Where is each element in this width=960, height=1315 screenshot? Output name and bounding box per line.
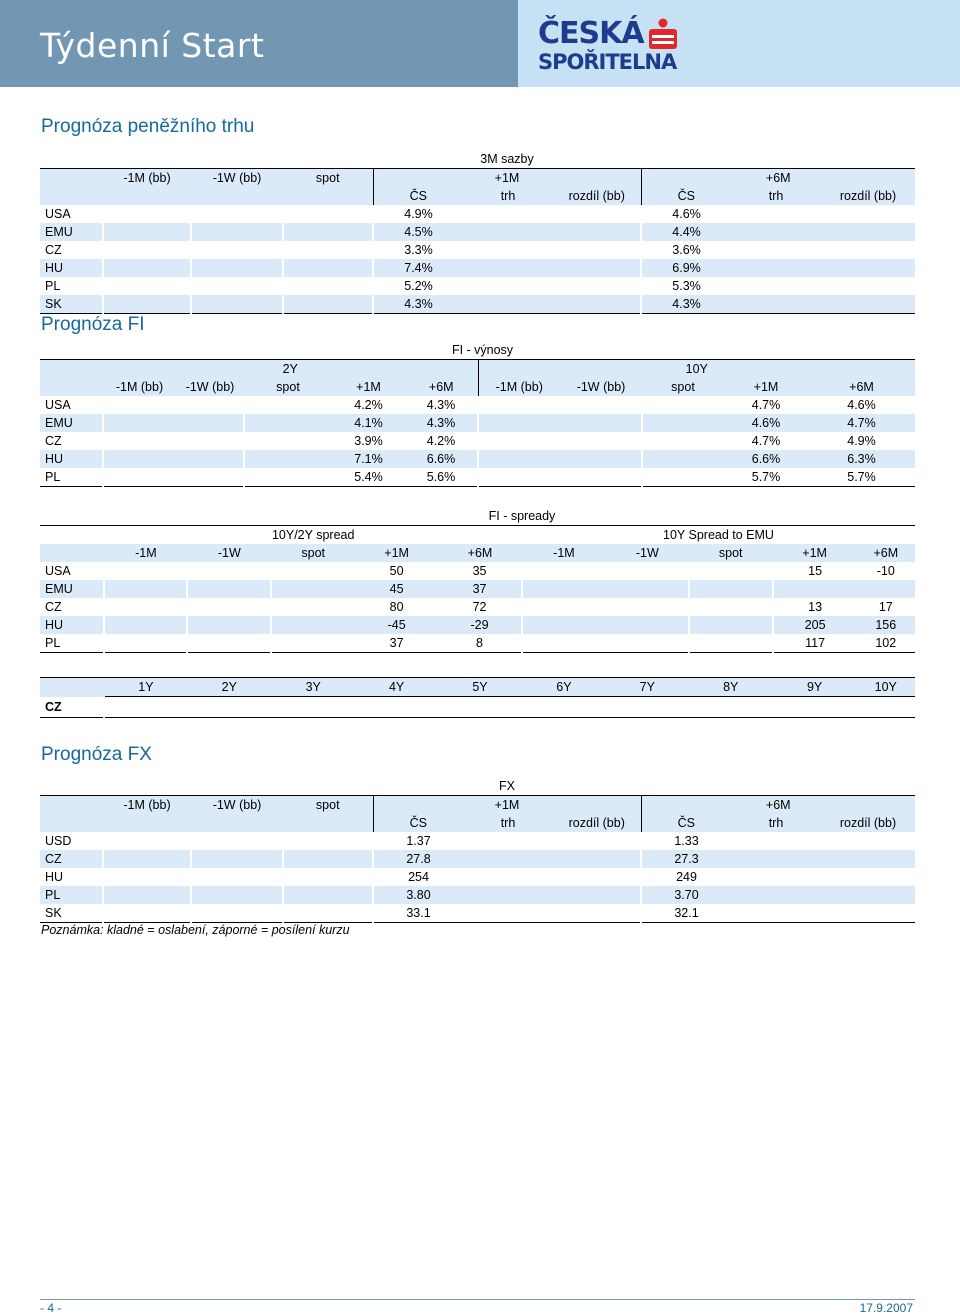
value-cell: 6.6% [405,450,478,468]
value-cell: 5.6% [405,468,478,487]
value-cell: 4.7% [751,398,781,412]
fx-h1-col: -1M (bb) [103,796,191,815]
curve-header-row [40,678,915,697]
fx-header-row-2 [40,814,915,832]
fi-h-col: spot [244,378,332,396]
money-h1-col: -1M (bb) [103,169,191,188]
logo-mark-icon [648,18,678,50]
spreads-h-col: -1M [522,544,606,562]
fx-h2-col: rozdíl (bb) [553,814,641,832]
curve-h-col: 6Y [522,678,606,697]
value-cell: 4.7% [751,434,781,448]
fi-subgroup-label: 10Y [478,360,915,379]
currency-label: USD [45,834,72,848]
value-cell [773,580,857,598]
value-cell: 1.33 [641,832,731,850]
fx-h1-col: +1M [373,796,641,815]
table-row [40,580,915,598]
value-cell: 6.9% [641,259,731,277]
value-cell: 3.6% [641,241,731,259]
spreads-h-col: -1W [606,544,689,562]
money-h2-col: rozdíl (bb) [553,187,641,205]
value-cell: 5.2% [373,277,463,295]
value-cell: 5.7% [808,468,915,487]
table-row [40,450,915,468]
money-h2-col: trh [731,187,821,205]
money-header-row-2 [40,187,915,205]
value-cell: 4.3% [373,295,463,314]
spreads-h-col: -1M [104,544,187,562]
table-row [40,904,915,923]
fi-h-col: +6M [808,378,915,396]
money-h2-col: trh [463,187,553,205]
table-row [40,697,915,718]
value-cell: 8 [438,634,522,653]
spreads-h-col: +6M [438,544,522,562]
fi-h-col: +6M [405,378,478,396]
table-row [40,832,915,850]
fi-h-col: -1W (bb) [176,378,244,396]
spreads-h-col: +1M [773,544,857,562]
currency-label: SK [40,904,103,923]
curve-h-col: 5Y [438,678,522,697]
value-cell: 4.7% [808,414,915,432]
fi-h-col: +1M [332,378,405,396]
money-header-row-1 [40,169,915,188]
value-cell: -10 [876,564,895,578]
money-h1-col: spot [283,169,373,188]
value-cell: 4.5% [373,223,463,241]
table-row [40,223,915,241]
country-label: CZ [45,243,62,257]
money-h1-col: +6M [641,169,915,188]
country-label: HU [40,450,103,468]
curve-h-col: 9Y [773,678,857,697]
value-cell: 4.3% [426,398,456,412]
spreads-group-row [40,507,915,526]
table-row [40,598,915,616]
country-label: PL [40,468,103,487]
currency-label: HU [45,870,64,884]
ceska-sporitelna-logo [538,18,698,76]
curve-h-col: 3Y [271,678,355,697]
fi-subgroup-label: 2Y [103,360,478,379]
footer-divider [40,1299,915,1300]
fi-h-col: -1M (bb) [478,378,560,396]
fx-h1-col: +6M [641,796,915,815]
spreads-subgroup-row [40,526,915,545]
country-label: USA [45,564,71,578]
fx-h1-col: -1W (bb) [191,796,283,815]
value-cell: 4.3% [641,295,731,314]
money-h1-col: +1M [373,169,641,188]
fx-table [40,777,915,923]
page-number: - 4 - [40,1301,62,1315]
table-row [40,414,915,432]
value-cell: 5.3% [641,277,731,295]
value-cell: 7.4% [373,259,463,277]
money-h2-col: ČS [641,187,731,205]
country-label: PL [40,634,104,653]
spreads-h-col: +1M [355,544,438,562]
country-label: CZ [40,697,104,718]
value-cell: 4.6% [724,414,808,432]
country-label: SK [40,295,103,314]
fx-h2-col: rozdíl (bb) [821,814,915,832]
value-cell: 3.80 [373,886,463,904]
value-cell: 27.8 [373,850,463,868]
spreads-group-label: FI - spready [488,509,556,523]
money-group-label: 3M sazby [480,152,534,166]
fi-title: Prognóza FI [41,314,145,335]
value-cell: 5.7% [724,468,808,487]
value-cell: 3.9% [354,434,383,448]
fx-h2-col: ČS [373,814,463,832]
country-label: USA [45,398,71,412]
value-cell: 117 [773,634,857,653]
fi-group-row [40,341,915,360]
value-cell: 102 [857,634,915,653]
money-h2-col: ČS [373,187,463,205]
value-cell: 13 [773,598,857,616]
spreads-header-row [40,544,915,562]
value-cell: 4.2% [354,398,383,412]
value-cell: 156 [857,616,915,634]
value-cell: 80 [389,600,404,614]
value-cell: 1.37 [373,832,463,850]
fx-h1-col: spot [283,796,373,815]
value-cell: 254 [373,868,463,886]
spreads-h-col: +6M [857,544,915,562]
table-row [40,468,915,487]
table-row [40,634,915,653]
country-label: EMU [40,580,104,598]
spreads-h-col: spot [689,544,773,562]
fx-group-row [40,777,915,796]
value-cell: 205 [773,616,857,634]
country-label: USA [45,207,71,221]
fx-h2-col: trh [731,814,821,832]
curve-h-col: 4Y [355,678,438,697]
table-row [40,241,915,259]
table-row [40,868,915,886]
page-title: Týdenní Start [40,26,265,65]
curve-h-col: 1Y [104,678,187,697]
table-row [40,295,915,314]
table-row [40,562,915,580]
value-cell: 4.3% [405,414,478,432]
fi-h-col: -1W (bb) [560,378,642,396]
spreads-subgroup-label: 10Y Spread to EMU [522,526,915,545]
table-row [40,432,915,450]
spreads-subgroup-label: 10Y/2Y spread [104,526,522,545]
value-cell: -29 [438,616,522,634]
value-cell: 45 [355,580,438,598]
curve-h-col: 2Y [187,678,271,697]
footer-date: 17.9.2007 [859,1301,913,1315]
fx-group-label: FX [499,779,515,793]
fx-title: Prognóza FX [41,744,152,765]
curve-h-col: 8Y [689,678,773,697]
currency-label: PL [40,886,103,904]
value-cell: 4.4% [641,223,731,241]
value-cell: 3.70 [641,886,731,904]
value-cell: 4.1% [332,414,405,432]
fi-subgroup-row [40,360,915,379]
logo-text-line2: SPOŘITELNA [538,50,677,74]
value-cell: 4.6% [641,205,731,223]
country-label: EMU [40,223,103,241]
table-row [40,277,915,295]
fi-header-row [40,378,915,396]
value-cell: 33.1 [373,904,463,923]
money-group-row [40,150,915,169]
value-cell: 4.9% [847,434,876,448]
value-cell: 32.1 [641,904,731,923]
value-cell: 6.6% [724,450,808,468]
value-cell: 17 [878,600,893,614]
yield-curve-table [40,677,915,718]
country-label: CZ [45,434,62,448]
table-row [40,886,915,904]
curve-h-col: 10Y [857,678,915,697]
country-label: HU [40,616,104,634]
logo-text-line1: ČESKÁ [538,16,644,51]
fi-spreads-table [40,507,915,653]
fi-group-label: FI - výnosy [451,343,514,357]
value-cell: 3.3% [373,241,463,259]
table-row [40,259,915,277]
money-market-title: Prognóza peněžního trhu [41,116,255,137]
value-cell: -45 [355,616,438,634]
fx-header-row-1 [40,796,915,815]
value-cell: 4.6% [847,398,876,412]
value-cell: 4.2% [426,434,456,448]
fi-h-col: -1M (bb) [103,378,176,396]
value-cell: 37 [355,634,438,653]
table-row [40,396,915,414]
country-label: CZ [45,600,62,614]
money-h1-col: -1W (bb) [191,169,283,188]
value-cell: 5.4% [332,468,405,487]
fi-h-col: spot [642,378,724,396]
currency-label: CZ [40,850,103,868]
fi-yields-table [40,341,915,487]
money-h2-col: rozdíl (bb) [821,187,915,205]
value-cell [857,580,915,598]
table-row [40,205,915,223]
value-cell: 15 [773,562,857,580]
value-cell: 72 [472,600,487,614]
spreads-h-col: -1W [187,544,271,562]
value-cell: 37 [438,580,522,598]
value-cell: 35 [472,564,487,578]
table-row [40,850,915,868]
spreads-h-col: spot [271,544,355,562]
country-label: HU [40,259,103,277]
fx-note: Poznámka: kladné = oslabení, záporné = posílení kurzu [41,923,350,937]
value-cell: 7.1% [332,450,405,468]
fx-h2-col: ČS [641,814,731,832]
value-cell: 249 [641,868,731,886]
value-cell: 6.3% [808,450,915,468]
money-market-table [40,150,915,314]
country-label: PL [45,279,61,293]
table-row [40,616,915,634]
curve-h-col: 7Y [606,678,689,697]
value-cell: 27.3 [641,850,731,868]
value-cell: 4.9% [373,205,463,223]
fi-h-col: +1M [724,378,808,396]
country-label: EMU [40,414,103,432]
page-banner [0,0,960,87]
value-cell: 50 [389,564,404,578]
fx-h2-col: trh [463,814,553,832]
